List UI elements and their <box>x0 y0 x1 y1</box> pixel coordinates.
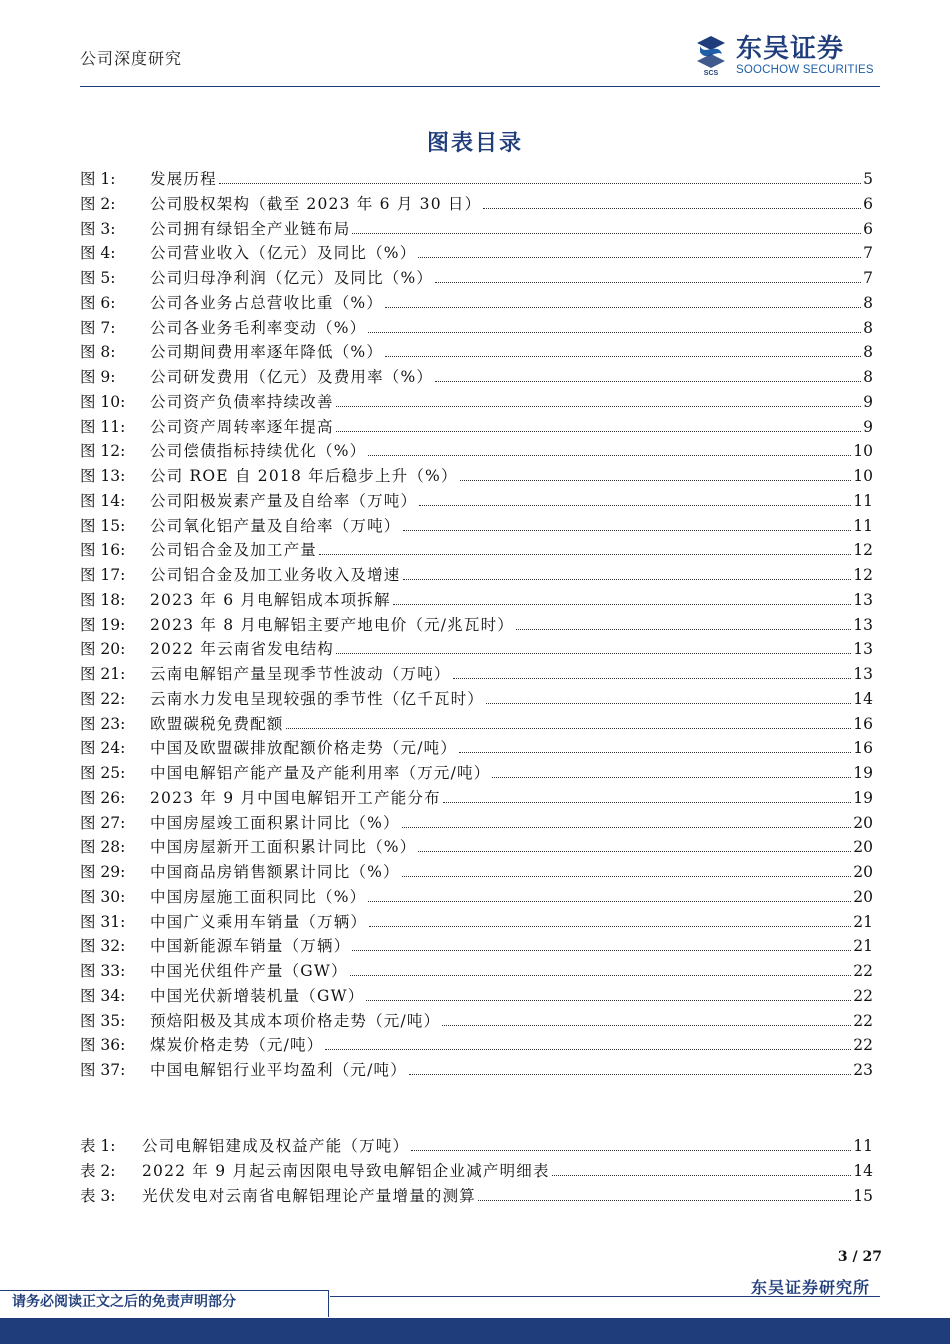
figure-toc-row-number: 图 6: <box>80 293 116 312</box>
figure-toc-row[interactable] <box>80 241 873 266</box>
figure-toc-row[interactable] <box>80 217 873 242</box>
figure-toc-row[interactable] <box>80 390 873 415</box>
figure-toc-row-page: 11 <box>853 516 873 535</box>
figure-toc-row-page: 11 <box>853 491 873 510</box>
figure-toc-row-title: 云南电解铝产量呈现季节性波动（万吨） <box>150 665 451 683</box>
table-toc-row-page: 11 <box>853 1137 873 1155</box>
figure-toc-row-number: 图 34: <box>80 986 126 1005</box>
figure-toc-row-page: 20 <box>853 813 873 832</box>
table-toc-row-leader <box>478 1200 851 1201</box>
figure-toc-row-page: 12 <box>853 541 873 560</box>
figure-toc-row-title: 公司资产周转率逐年提高 <box>150 417 334 436</box>
figure-toc-row-leader <box>402 876 852 877</box>
figure-toc-row-leader <box>418 257 861 258</box>
figure-toc-row-leader <box>403 530 852 531</box>
table-toc-row[interactable] <box>80 1159 873 1184</box>
figure-toc-row-page: 14 <box>853 689 873 708</box>
figure-toc-row-leader <box>219 183 861 184</box>
figure-toc-row-title: 中国电解铝产能产量及产能利用率（万元/吨） <box>150 764 491 782</box>
figure-toc-row-title: 发展历程 <box>150 170 217 188</box>
figure-toc-row-leader <box>483 208 861 209</box>
figure-toc-row-leader <box>516 629 851 630</box>
figure-toc-row-title: 中国广义乘用车销量（万辆） <box>150 912 368 931</box>
figure-toc-row-title: 公司期间费用率逐年降低（%） <box>150 343 384 362</box>
figure-toc-row[interactable] <box>80 1009 873 1034</box>
figure-toc-row-number: 图 24: <box>80 739 126 758</box>
figure-toc-row-title: 公司偿债指标持续优化（%） <box>150 442 367 461</box>
figure-toc-row-page: 10 <box>853 467 873 485</box>
figure-toc-row-leader <box>443 802 851 803</box>
footer-divider <box>330 1296 880 1297</box>
figure-toc-row-number: 图 3: <box>80 219 116 238</box>
footer-bar <box>0 1318 950 1344</box>
figure-toc-row-number: 图 35: <box>80 1011 126 1030</box>
figure-toc-row-title: 公司营业收入（亿元）及同比（%） <box>150 244 417 263</box>
figure-toc-row-leader <box>286 728 852 729</box>
figure-toc-row-leader <box>368 901 851 902</box>
figure-toc-row[interactable] <box>80 464 873 489</box>
figure-toc-row-page: 13 <box>853 590 873 609</box>
page-number: 3 / 27 <box>837 1249 882 1265</box>
figure-toc-row-title: 云南水力发电呈现较强的季节性（亿千瓦时） <box>150 689 485 708</box>
table-toc-row-leader <box>411 1150 851 1151</box>
figure-toc-row-leader <box>336 653 851 654</box>
figure-toc-row-number: 图 37: <box>80 1061 126 1079</box>
figure-toc-row-page: 19 <box>853 788 873 807</box>
figure-toc-row[interactable] <box>80 439 873 464</box>
figure-toc-row-page: 7 <box>863 269 873 287</box>
table-toc-row-page: 14 <box>853 1161 873 1180</box>
figure-toc-row-leader <box>369 926 851 927</box>
soochow-logo-mark-icon <box>694 34 728 76</box>
page-title: 图表目录 <box>426 130 523 156</box>
figure-toc-row-leader <box>368 332 861 333</box>
figure-toc-list <box>80 167 873 1083</box>
figure-toc-row-number: 图 17: <box>80 566 126 584</box>
figure-toc-row-page: 13 <box>853 615 873 634</box>
figure-toc-row[interactable] <box>80 786 873 811</box>
figure-toc-row-page: 9 <box>863 392 873 411</box>
figure-toc-row[interactable] <box>80 761 873 786</box>
figure-toc-row-leader <box>336 406 861 407</box>
figure-toc-row-leader <box>435 282 861 283</box>
table-toc-row-number: 表 1: <box>80 1137 116 1155</box>
figure-toc-row-leader <box>325 1049 851 1050</box>
figure-toc-row[interactable] <box>80 514 873 539</box>
figure-toc-row-title: 公司研发费用（亿元）及费用率（%） <box>150 368 434 386</box>
figure-toc-row[interactable] <box>80 736 873 761</box>
figure-toc-row-leader <box>453 678 852 679</box>
table-toc-row[interactable] <box>80 1134 873 1159</box>
figure-toc-row-title: 中国光伏组件产量（GW） <box>150 962 348 980</box>
figure-toc-row-number: 图 7: <box>80 318 116 337</box>
figure-toc-row[interactable] <box>80 712 873 737</box>
figure-toc-row-number: 图 1: <box>80 170 116 188</box>
figure-toc-row-leader <box>418 851 851 852</box>
figure-toc-row-title: 公司氧化铝产量及自给率（万吨） <box>150 516 401 535</box>
figure-toc-row[interactable] <box>80 538 873 563</box>
figure-toc-row-title: 公司各业务占总营收比重（%） <box>150 293 384 312</box>
figure-toc-row[interactable] <box>80 415 873 440</box>
table-toc-row-page: 15 <box>853 1186 873 1205</box>
figure-toc-row-page: 20 <box>853 887 873 906</box>
figure-toc-row-number: 图 30: <box>80 887 126 906</box>
figure-toc-row-number: 图 31: <box>80 912 126 931</box>
figure-toc-row[interactable] <box>80 167 873 192</box>
figure-toc-row-page: 8 <box>863 318 873 337</box>
figure-toc-row[interactable] <box>80 266 873 291</box>
logo-mark-text: SCS <box>703 70 719 76</box>
figure-toc-row-leader <box>459 752 851 753</box>
header-divider <box>80 86 880 87</box>
figure-toc-row-page: 12 <box>853 566 873 584</box>
figure-toc-row-number: 图 4: <box>80 244 116 263</box>
figure-toc-row-number: 图 25: <box>80 764 126 782</box>
figure-toc-row-leader <box>419 505 851 506</box>
figure-toc-row-page: 13 <box>853 665 873 683</box>
figure-toc-row-leader <box>352 233 861 234</box>
figure-toc-row-title: 煤炭价格走势（元/吨） <box>150 1036 324 1055</box>
figure-toc-row-title: 2023 年 8 月电解铝主要产地电价（元/兆瓦时） <box>150 615 515 634</box>
table-toc-row-title: 光伏发电对云南省电解铝理论产量增量的测算 <box>142 1186 477 1205</box>
figure-toc-row-leader <box>350 975 852 976</box>
figure-toc-row-leader <box>460 480 852 481</box>
figure-toc-row-leader <box>409 1074 851 1075</box>
figure-toc-row-number: 图 18: <box>80 590 126 609</box>
figure-toc-row-number: 图 12: <box>80 442 126 461</box>
footer-disclaimer: 请务必阅读正文之后的免责声明部分 <box>12 1294 236 1310</box>
figure-toc-row-leader <box>492 777 851 778</box>
figure-toc-row-title: 2023 年 6 月电解铝成本项拆解 <box>150 590 391 609</box>
figure-toc-row-leader <box>368 455 851 456</box>
figure-toc-row-page: 10 <box>853 442 873 461</box>
figure-toc-row-number: 图 8: <box>80 343 116 362</box>
figure-toc-row-number: 图 22: <box>80 689 126 708</box>
figure-toc-row-number: 图 23: <box>80 714 126 733</box>
figure-toc-row-leader <box>486 703 851 704</box>
table-toc-list <box>80 1134 873 1208</box>
figure-toc-row-leader <box>352 950 851 951</box>
figure-toc-row-page: 22 <box>853 1036 873 1055</box>
figure-toc-row-leader <box>336 431 861 432</box>
figure-toc-row-title: 公司拥有绿铝全产业链布局 <box>150 219 351 238</box>
footer-institute: 东吴证券研究所 <box>750 1278 870 1297</box>
figure-toc-row[interactable] <box>80 687 873 712</box>
figure-toc-row[interactable] <box>80 192 873 217</box>
figure-toc-row-title: 公司各业务毛利率变动（%） <box>150 318 367 337</box>
figure-toc-row-leader <box>319 554 851 555</box>
figure-toc-row-page: 21 <box>853 937 873 956</box>
figure-toc-row-page: 22 <box>853 986 873 1005</box>
table-toc-row-leader <box>552 1175 852 1176</box>
figure-toc-row-title: 中国光伏新增装机量（GW） <box>150 986 365 1005</box>
figure-toc-row-page: 20 <box>853 838 873 857</box>
figure-toc-row-page: 7 <box>863 244 873 263</box>
figure-toc-row-number: 图 10: <box>80 392 126 411</box>
figure-toc-row-leader <box>402 827 852 828</box>
figure-toc-row-number: 图 28: <box>80 838 126 857</box>
table-toc-row[interactable] <box>80 1184 873 1209</box>
figure-toc-row-title: 公司阳极炭素产量及自给率（万吨） <box>150 491 418 510</box>
figure-toc-row-title: 2022 年云南省发电结构 <box>150 640 334 659</box>
table-toc-row-number: 表 2: <box>80 1161 116 1180</box>
figure-toc-row-title: 2023 年 9 月中国电解铝开工产能分布 <box>150 788 441 807</box>
figure-toc-row[interactable] <box>80 860 873 885</box>
figure-toc-row-page: 13 <box>853 640 873 659</box>
figure-toc-row-title: 公司归母净利润（亿元）及同比（%） <box>150 269 434 287</box>
figure-toc-row-title: 公司 ROE 自 2018 年后稳步上升（%） <box>150 467 458 485</box>
figure-toc-row-title: 中国房屋竣工面积累计同比（%） <box>150 813 400 832</box>
figure-toc-row-number: 图 33: <box>80 962 126 980</box>
figure-toc-row-leader <box>442 1025 851 1026</box>
logo-cn-text: 东吴证券 <box>736 34 845 64</box>
figure-toc-row-leader <box>385 356 861 357</box>
figure-toc-row-title: 中国商品房销售额累计同比（%） <box>150 863 400 881</box>
table-toc-row-title: 公司电解铝建成及权益产能（万吨） <box>142 1137 410 1155</box>
figure-toc-row-title: 中国电解铝行业平均盈利（元/吨） <box>150 1061 407 1079</box>
figure-toc-row-page: 19 <box>853 764 873 782</box>
figure-toc-row-title: 公司资产负债率持续改善 <box>150 392 334 411</box>
header-section-label: 公司深度研究 <box>80 49 183 68</box>
figure-toc-row[interactable] <box>80 637 873 662</box>
figure-toc-row[interactable] <box>80 910 873 935</box>
figure-toc-row-page: 6 <box>863 219 873 238</box>
figure-toc-row[interactable] <box>80 489 873 514</box>
figure-toc-row-page: 6 <box>863 194 873 213</box>
figure-toc-row-number: 图 15: <box>80 516 126 535</box>
figure-toc-row-title: 中国房屋施工面积同比（%） <box>150 887 367 906</box>
figure-toc-row-leader <box>403 579 852 580</box>
soochow-logo <box>694 34 884 80</box>
table-toc-row-title: 2022 年 9 月起云南因限电导致电解铝企业减产明细表 <box>142 1161 550 1180</box>
figure-toc-row[interactable] <box>80 959 873 984</box>
figure-toc-row-number: 图 5: <box>80 269 116 287</box>
figure-toc-row-leader <box>366 1000 851 1001</box>
figure-toc-row[interactable] <box>80 365 873 390</box>
figure-toc-row-page: 8 <box>863 343 873 362</box>
figure-toc-row-page: 8 <box>863 368 873 386</box>
figure-toc-row-number: 图 20: <box>80 640 126 659</box>
figure-toc-row-title: 公司铝合金及加工产量 <box>150 541 318 560</box>
figure-toc-row-number: 图 9: <box>80 368 116 386</box>
table-toc-row-number: 表 3: <box>80 1186 116 1205</box>
figure-toc-row-title: 公司股权架构（截至 2023 年 6 月 30 日） <box>150 194 482 213</box>
figure-toc-row-page: 23 <box>853 1061 873 1079</box>
figure-toc-row-number: 图 29: <box>80 863 126 881</box>
figure-toc-row[interactable] <box>80 662 873 687</box>
figure-toc-row[interactable] <box>80 811 873 836</box>
figure-toc-row[interactable] <box>80 835 873 860</box>
figure-toc-row-page: 16 <box>853 714 873 733</box>
figure-toc-row-title: 公司铝合金及加工业务收入及增速 <box>150 566 401 584</box>
figure-toc-row-number: 图 13: <box>80 467 126 485</box>
figure-toc-row[interactable] <box>80 613 873 638</box>
figure-toc-row-number: 图 26: <box>80 788 126 807</box>
figure-toc-row-page: 20 <box>853 863 873 881</box>
figure-toc-row-page: 8 <box>863 293 873 312</box>
logo-en-text: SOOCHOW SECURITIES <box>736 64 874 76</box>
figure-toc-row[interactable] <box>80 588 873 613</box>
figure-toc-row-page: 22 <box>853 962 873 980</box>
figure-toc-row-leader <box>385 307 861 308</box>
figure-toc-row-number: 图 27: <box>80 813 126 832</box>
figure-toc-row-number: 图 2: <box>80 194 116 213</box>
figure-toc-row-number: 图 14: <box>80 491 126 510</box>
figure-toc-row-number: 图 32: <box>80 937 126 956</box>
figure-toc-row[interactable] <box>80 563 873 588</box>
figure-toc-row-number: 图 19: <box>80 615 126 634</box>
figure-toc-row-title: 预焙阳极及其成本项价格走势（元/吨） <box>150 1011 441 1030</box>
figure-toc-row-page: 21 <box>853 912 873 931</box>
figure-toc-row-title: 中国及欧盟碳排放配额价格走势（元/吨） <box>150 739 458 758</box>
figure-toc-row-page: 5 <box>863 170 873 188</box>
figure-toc-row-page: 16 <box>853 739 873 758</box>
figure-toc-row-leader <box>393 604 852 605</box>
figure-toc-row-leader <box>435 381 861 382</box>
figure-toc-row[interactable] <box>80 984 873 1009</box>
figure-toc-row[interactable] <box>80 291 873 316</box>
figure-toc-row-title: 欧盟碳税免费配额 <box>150 714 284 733</box>
figure-toc-row-number: 图 11: <box>80 417 126 436</box>
figure-toc-row[interactable] <box>80 1033 873 1058</box>
figure-toc-row-number: 图 21: <box>80 665 126 683</box>
figure-toc-row[interactable] <box>80 885 873 910</box>
figure-toc-row-title: 中国房屋新开工面积累计同比（%） <box>150 838 417 857</box>
figure-toc-row[interactable] <box>80 340 873 365</box>
figure-toc-row-title: 中国新能源车销量（万辆） <box>150 937 351 956</box>
figure-toc-row-page: 22 <box>853 1011 873 1030</box>
figure-toc-row-page: 9 <box>863 417 873 436</box>
figure-toc-row[interactable] <box>80 934 873 959</box>
figure-toc-row-number: 图 36: <box>80 1036 126 1055</box>
figure-toc-row-number: 图 16: <box>80 541 126 560</box>
figure-toc-row[interactable] <box>80 1058 873 1083</box>
figure-toc-row[interactable] <box>80 316 873 341</box>
